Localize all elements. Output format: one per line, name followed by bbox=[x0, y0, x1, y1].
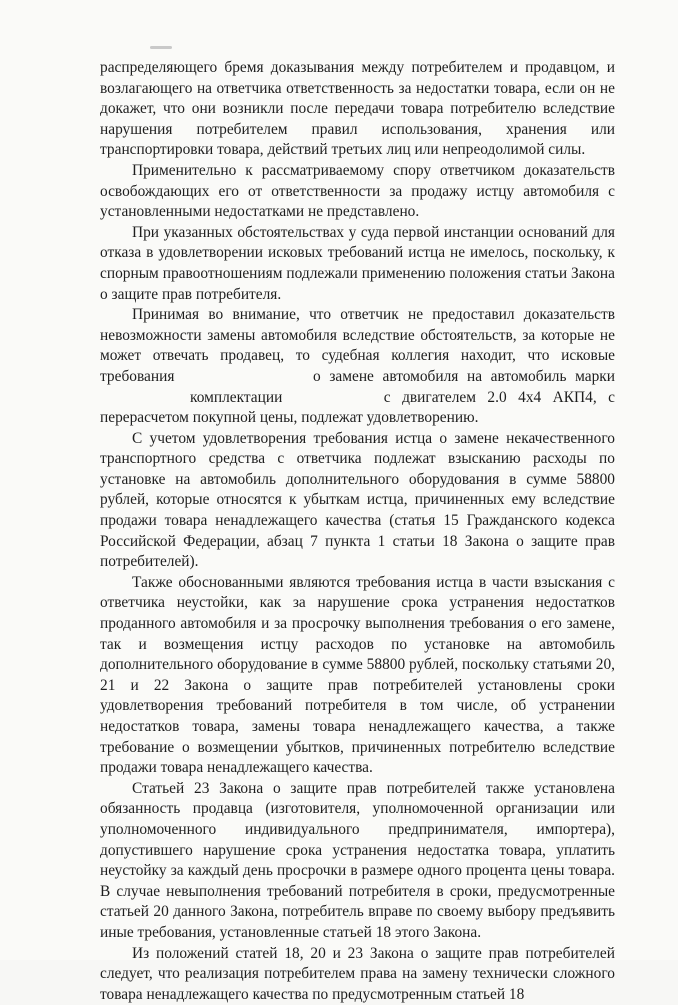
paragraph-4-part-2: о замене автомобиля на автомобиль марки bbox=[313, 367, 615, 385]
paragraph-5: С учетом удовлетворения требования истца о замене некачественного транспортного средства с ответчика подлежат взысканию расходы по установке на автомобиль дополнительного оборудования в сумме 58800 рублей, которые относятся к убыткам истца, причиненных ему вследствие продажи товара ненадлежащего качества (статья 15 Гражданского кодекса Российской Федерации, абзац 7 пункта 1 статьи 18 Закона о защите прав потребителей). bbox=[100, 429, 615, 571]
paragraph-4-part-3: комплектации bbox=[190, 388, 283, 406]
scan-artifact bbox=[150, 46, 172, 49]
paragraph-3: При указанных обстоятельствах у суда первой инстанции оснований для отказа в удовлетворении исковых требований истца не имелось, поскольку, к спорным правоотношениям подлежали применению положения статьи Закона о защите прав потребителя. bbox=[100, 223, 615, 303]
paragraph-4-part-4: с двигателем 2.0 4x4 АКП4, с перерасчетом покупной цены, подлежат удовлетворению. bbox=[100, 388, 615, 427]
paragraph-4 bbox=[100, 305, 615, 429]
paragraph-1: распределяющего бремя доказывания между потребителем и продавцом, и возлагающего на ответчика ответственность за недостатки товара, если он не докажет, что они возникли после передачи товара потребителю вследствие нарушения потребителем правил использования, хранения или транспортировки товара, действий третьих лиц или непреодолимой силы. bbox=[100, 59, 615, 159]
paragraph-6: Также обоснованными являются требования истца в части взыскания с ответчика неустойки, как за нарушение срока устранения недостатков проданного автомобиля и за просрочку выполнения требования о его замене, так и возмещения истцу расходов по установке на автомобиль дополнительного оборудование в сумме 58800 рублей, поскольку статьями 20, 21 и 22 Закона о защите прав потребителей установлены сроки удовлетворения требований потребителя в том числе, об устранении недостатков товара, замены товара ненадлежащего качества, а также требование о возмещении убытков, причиненных потребителю вследствие продажи товара ненадлежащего качества. bbox=[100, 573, 615, 777]
paragraph-7: Статьей 23 Закона о защите прав потребителей также установлена обязанность продавца (изготовителя, уполномоченной организации или уполномоченного индивидуального предпринимателя, импортера), допустившего нарушение срока устранения недостатка товара, уплатить неустойку за каждый день просрочки в размере одного процента цены товара. В случае невыполнения требований потребителя в сроки, предусмотренные статьей 20 данного Закона, потребитель вправе по своему выбору предъявить иные требования, установленные статьей 18 этого Закона. bbox=[100, 779, 615, 941]
document-body bbox=[100, 58, 615, 1005]
paragraph-8: Из положений статей 18, 20 и 23 Закона о защите прав потребителей следует, что реализация потребителем права на замену технически сложного товара ненадлежащего качества по предусмотренным статьей 18 bbox=[100, 944, 615, 1003]
paragraph-4-part-1: Принимая во внимание, что ответчик не предоставил доказательств невозможности замены автомобиля вследствие обстоятельств, за которые не может отвечать продавец, то судебная коллегия находит, что исковые требования bbox=[100, 306, 615, 385]
paragraph-2: Применительно к рассматриваемому спору ответчиком доказательств освобождающих его от ответственности за продажу истцу автомобиля с установленными недостатками не представлено. bbox=[100, 161, 615, 221]
